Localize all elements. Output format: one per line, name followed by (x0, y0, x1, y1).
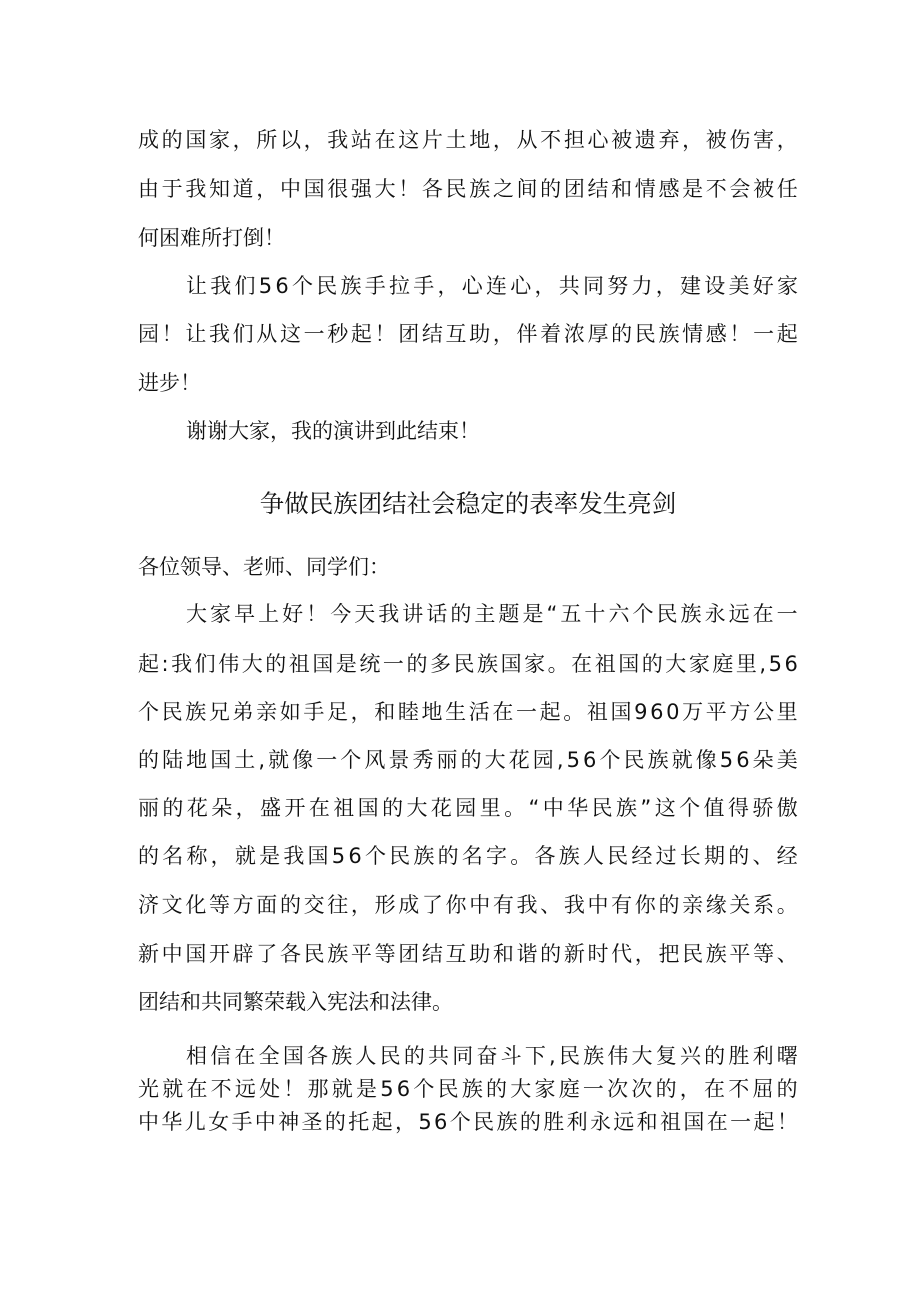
text-line: 中 华 儿 女 手 中 神 圣 的 托 起 ， 5 6 个 民 族 的 胜 利 永 远 和 祖 国 在 一 起 ！ (138, 1110, 798, 1134)
text-line: 的 陆 地 国 土 , 就 像 一 个 风 景 秀 丽 的 大 花 园 , 5 6 个 民 族 就 像 5 6 朵 美 (138, 748, 798, 772)
text-line: 进步！ (138, 371, 201, 395)
text-line: 团结和共同繁荣载入宪法和法律。 (138, 990, 453, 1014)
text-line: 起 : 我 们 伟 大 的 祖 国 是 统 一 的 多 民 族 国 家 。 在 祖 国 的 大 家 庭 里 , 5 6 (138, 652, 798, 676)
text-line: 谢谢大家，我的演讲到此结束！ (186, 419, 480, 443)
salutation: 各位领导、老师、同学们： (138, 555, 390, 579)
text-line: 由 于 我 知 道 ， 中 国 很 强 大 ！ 各 民 族 之 间 的 团 结 和 情 感 是 不 会 被 任 (138, 177, 798, 201)
text-line: 成 的 国 家 ， 所 以 ， 我 站 在 这 片 土 地 ， 从 不 担 心 被 遗 弃 ， 被 伤 害 ， (138, 128, 798, 152)
text-line: 丽 的 花 朵 ， 盛 开 在 祖 国 的 大 花 园 里 。 “ 中 华 民 族 ” 这 个 值 得 骄 傲 (138, 796, 798, 820)
text-line: 济 文 化 等 方 面 的 交 往 ， 形 成 了 你 中 有 我 、 我 中 有 你 的 亲 缘 关 系 。 (138, 893, 798, 917)
article-title: 争做民族团结社会稳定的表率发生亮剑 (259, 489, 677, 518)
text-line: 园 ！ 让 我 们 从 这 一 秒 起 ！ 团 结 互 助 ， 伴 着 浓 厚 的 民 族 情 感 ！ 一 起 (138, 322, 798, 346)
text-line: 光 就 在 不 远 处 ！ 那 就 是 5 6 个 民 族 的 大 家 庭 一 次 次 的 ， 在 不 屈 的 (138, 1077, 798, 1101)
text-line: 大 家 早 上 好 ！ 今 天 我 讲 话 的 主 题 是 “ 五 十 六 个 民 族 永 远 在 一 (186, 602, 798, 626)
text-line: 新 中 国 开 辟 了 各 民 族 平 等 团 结 互 助 和 谐 的 新 时 代 ， 把 民 族 平 等 、 (138, 942, 798, 966)
text-line: 个 民 族 兄 弟 亲 如 手 足 ， 和 睦 地 生 活 在 一 起 。 祖 国 9 6 0 万 平 方 公 里 (138, 700, 798, 724)
text-line: 让 我 们 5 6 个 民 族 手 拉 手 ， 心 连 心 ， 共 同 努 力 ， 建 设 美 好 家 (186, 274, 798, 298)
text-line: 相 信 在 全 国 各 族 人 民 的 共 同 奋 斗 下 , 民 族 伟 大 复 兴 的 胜 利 曙 (186, 1044, 798, 1068)
text-line: 何困难所打倒！ (138, 226, 285, 250)
text-line: 的 名 称 ， 就 是 我 国 5 6 个 民 族 的 名 字 。 各 族 人 民 经 过 长 期 的 、 经 (138, 844, 798, 868)
